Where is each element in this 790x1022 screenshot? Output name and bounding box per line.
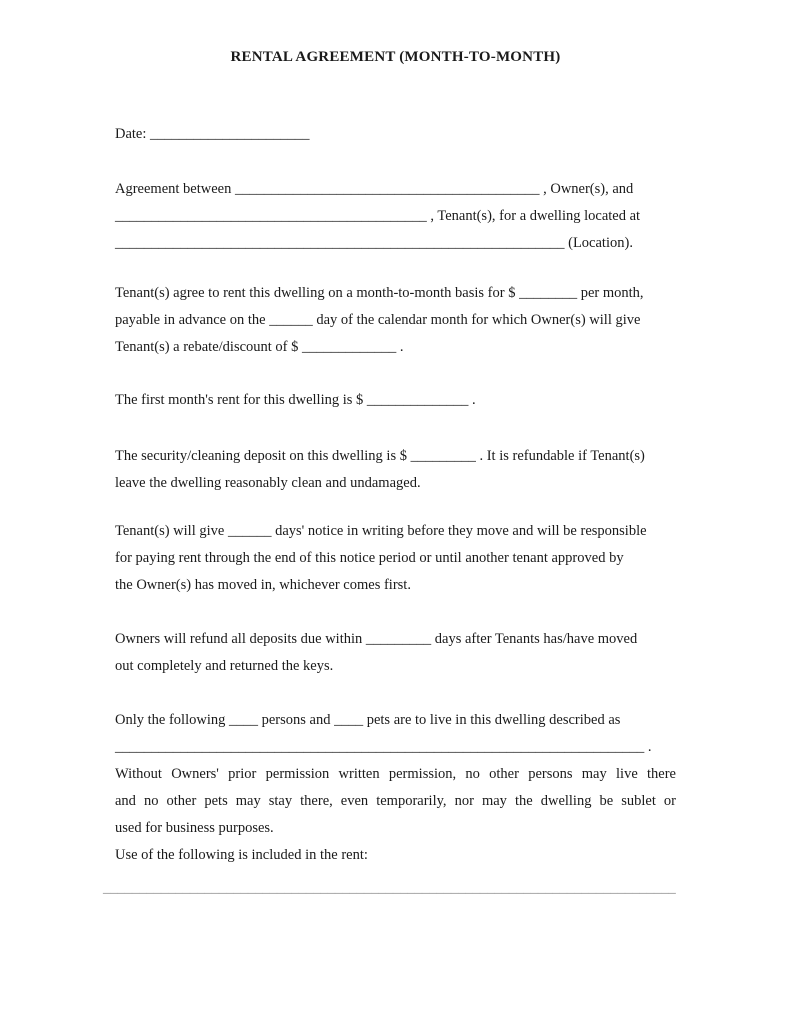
text-line: Without Owners' prior permission written permission, no other persons may live there [115, 766, 676, 782]
text-line: ___________________________________________ , Tenant(s), for a dwelling located at [115, 208, 641, 224]
text-line: out completely and returned the keys. [115, 658, 334, 674]
paragraph-occupants [115, 707, 676, 761]
paragraph-security-deposit [115, 443, 676, 497]
text-line: Only the following ____ persons and ____ pets are to live in this dwelling described as [115, 712, 621, 728]
paragraph-move-out-notice [115, 518, 676, 599]
text-line: Owners will refund all deposits due within _________ days after Tenants has/have moved [115, 631, 638, 647]
paragraph-parties [115, 176, 676, 257]
text-line: Tenant(s) will give ______ days' notice in writing before they move and will be responsible [115, 523, 647, 539]
text-line: for paying rent through the end of this notice period or until another tenant approved by [115, 550, 624, 566]
paragraph-first-month-rent [115, 387, 676, 414]
blank-fill-line: _______________________________________________________________________________ [103, 880, 676, 896]
paragraph-use-included [115, 842, 676, 869]
text-line: Tenant(s) a rebate/discount of $ _____________ . [115, 339, 404, 355]
text-line: leave the dwelling reasonably clean and undamaged. [115, 475, 421, 491]
paragraph-permission [115, 761, 676, 842]
text-line: Tenant(s) agree to rent this dwelling on a month-to-month basis for $ ________ per month, [115, 285, 644, 301]
paragraph-rent-terms [115, 280, 676, 361]
text-line: Use of the following is included in the rent: [115, 847, 368, 863]
document-title-text: RENTAL AGREEMENT (MONTH-TO-MONTH) [230, 49, 561, 65]
text-line: and no other pets may stay there, even temporarily, nor may the dwelling be sublet or [115, 793, 676, 809]
paragraph-date [115, 121, 676, 148]
text-line: The first month's rent for this dwelling is $ ______________ . [115, 392, 476, 408]
document-title [115, 44, 676, 71]
text-line: used for business purposes. [115, 820, 274, 836]
text-line: The security/cleaning deposit on this dwelling is $ _________ . It is refundable if Tenant(s) [115, 448, 645, 464]
text-line: _________________________________________________________________________ . [115, 739, 652, 755]
text-line: payable in advance on the ______ day of the calendar month for which Owner(s) will give [115, 312, 641, 328]
date-field-line: Date: ______________________ [115, 126, 310, 142]
paragraph-deposit-refund [115, 626, 676, 680]
text-line: Agreement between __________________________________________ , Owner(s), and [115, 181, 634, 197]
text-line: ______________________________________________________________ (Location). [115, 235, 633, 251]
text-line: the Owner(s) has moved in, whichever comes first. [115, 577, 411, 593]
